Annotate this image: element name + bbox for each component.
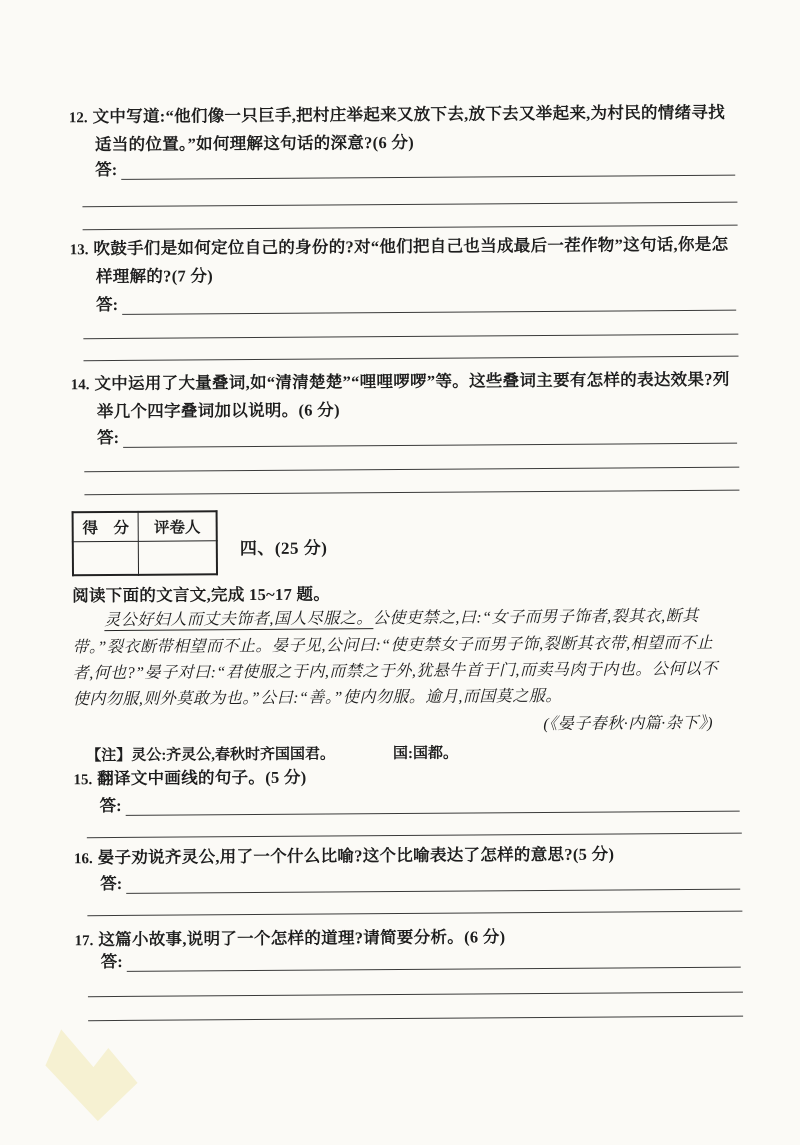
question-14-text: 文中运用了大量叠词,如“清清楚楚”“哩哩啰啰”等。这些叠词主要有怎样的表达效果?列 <box>94 369 730 394</box>
question-17-answer-row <box>101 946 741 972</box>
answer-write-line[interactable] <box>126 791 740 816</box>
question-15-number: 15. <box>73 772 93 789</box>
passage-line-3: 者,何也?”晏子对曰:“君使服之于内,而禁之于外,犹悬牛首于门,而卖马肉于内也。公何以不 <box>72 660 718 683</box>
passage-line-2: 带。”裂衣断带相望而不止。晏子见,公问曰:“使吏禁女子而男子饰,裂断其衣带,相望而不止 <box>72 634 714 657</box>
scan-artifact-mark <box>45 1025 150 1126</box>
passage-attribution: (《晏子春秋·内篇·杂下》) <box>543 714 714 734</box>
score-empty-cell[interactable] <box>73 541 139 575</box>
grader-empty-cell[interactable] <box>138 541 217 575</box>
grader-label: 评卷人 <box>138 511 217 541</box>
answer-write-line[interactable] <box>87 911 742 917</box>
question-17-text: 这篇小故事,说明了一个怎样的道理?请简要分析。(6 分) <box>98 927 506 950</box>
answer-write-line[interactable] <box>123 423 737 448</box>
answer-label: 答: <box>100 873 123 894</box>
answer-write-line[interactable] <box>88 992 743 998</box>
question-12-text: 文中写道:“他们像一只巨手,把村庄举起来又放下去,放下去又举起来,为村民的情绪寻找 <box>92 102 726 127</box>
question-12-number: 12. <box>68 110 88 127</box>
answer-label: 答: <box>96 294 119 315</box>
question-13-line1 <box>70 234 729 262</box>
passage-line-4: 使内勿服,则外莫敢为也。”公曰:“善。”使内勿服。逾月,而国莫之服。 <box>72 687 562 709</box>
passage-line-1: 灵公好妇人而丈夫饰者,国人尽服之。公使吏禁之,曰:“女子而男子饰者,裂其衣,断其 <box>104 607 699 630</box>
answer-write-line[interactable] <box>122 290 736 315</box>
question-12-answer-row <box>95 154 735 180</box>
answer-write-line[interactable] <box>121 155 735 180</box>
answer-write-line[interactable] <box>126 869 740 894</box>
question-14-number: 14. <box>70 377 90 394</box>
section-4-intro: 阅读下面的文言文,完成 15~17 题。 <box>72 584 331 606</box>
note-label: 【注】 <box>86 747 132 765</box>
question-15-text: 翻译文中画线的句子。(5 分) <box>97 767 307 789</box>
question-12-line1 <box>69 102 725 130</box>
answer-write-line[interactable] <box>87 833 742 839</box>
score-label: 得 分 <box>73 512 139 542</box>
answer-write-line[interactable] <box>83 225 738 231</box>
answer-write-line[interactable] <box>82 202 737 208</box>
answer-write-line[interactable] <box>83 334 738 340</box>
question-12-line2: 适当的位置。”如何理解这句话的深意?(6 分) <box>94 132 415 155</box>
note-part2: 国:国都。 <box>392 745 459 763</box>
question-16-line <box>74 844 614 871</box>
question-16-number: 16. <box>73 851 93 868</box>
answer-write-line[interactable] <box>84 356 739 362</box>
question-14-line1 <box>71 369 730 397</box>
question-13-answer-row <box>96 289 736 315</box>
question-15-answer-row <box>100 790 740 816</box>
question-13-line2: 样理解的?(7 分) <box>95 266 214 287</box>
scan-artifact-shape <box>45 1029 138 1122</box>
underlined-sentence: 灵公好妇人而丈夫饰者,国人尽服之。 <box>104 610 373 630</box>
score-box <box>72 510 218 576</box>
answer-write-line[interactable] <box>127 947 741 972</box>
passage-note <box>86 742 458 766</box>
answer-label: 答: <box>99 795 122 816</box>
section-4-title: 四、(25 分) <box>239 538 328 559</box>
answer-label: 答: <box>95 159 118 180</box>
answer-label: 答: <box>96 427 120 448</box>
answer-write-line[interactable] <box>84 490 739 496</box>
question-16-answer-row <box>100 868 740 894</box>
answer-label: 答: <box>100 951 123 972</box>
question-16-text: 晏子劝说齐灵公,用了一个什么比喻?这个比喻表达了怎样的意思?(5 分) <box>97 844 615 868</box>
question-17-number: 17. <box>74 933 94 950</box>
question-14-answer-row <box>97 422 737 448</box>
question-14-line2: 举几个四字叠词加以说明。(6 分) <box>96 400 340 422</box>
question-13-number: 13. <box>69 242 89 259</box>
answer-write-line[interactable] <box>84 467 739 473</box>
question-13-text: 吹鼓手们是如何定位自己的身份的?对“他们把自己也当成最后一茬作物”这句话,你是怎 <box>93 234 729 259</box>
note-part1: 灵公:齐灵公,春秋时齐国国君。 <box>131 746 336 764</box>
question-15-line <box>73 767 306 792</box>
answer-write-line[interactable] <box>88 1016 743 1022</box>
